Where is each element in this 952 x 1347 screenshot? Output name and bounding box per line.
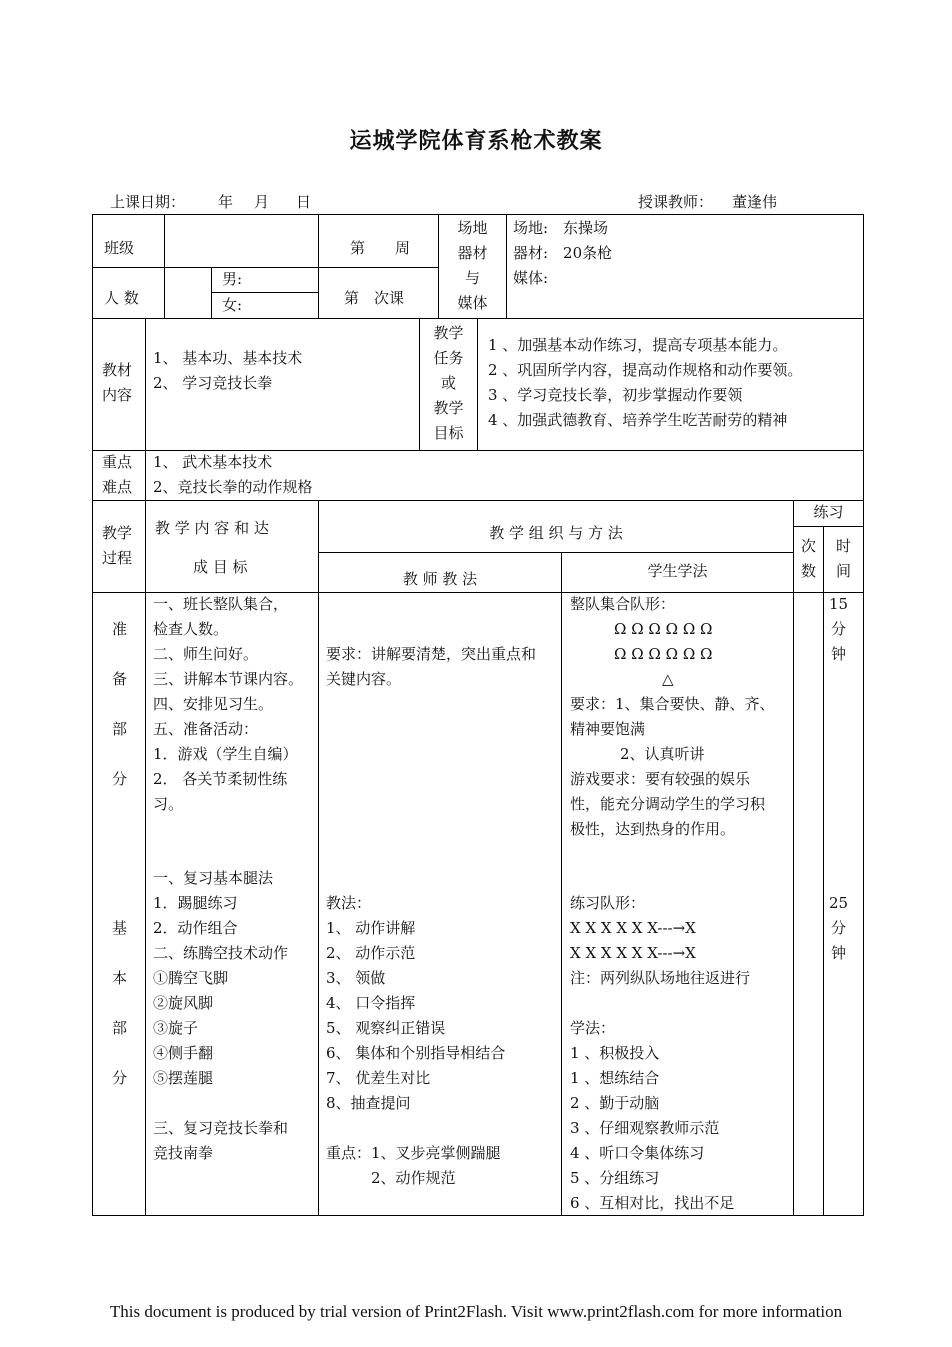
prep-student-1: 整队集合队形： bbox=[570, 595, 676, 613]
content-label-1: 教 学 内 容 和 达 bbox=[155, 519, 269, 537]
prep-time-1: 15 bbox=[828, 595, 849, 613]
day-label: 日 bbox=[296, 193, 312, 211]
class-label: 班级 bbox=[104, 239, 135, 257]
basic-teacher-3: 2、 动作示范 bbox=[326, 944, 416, 962]
female-label: 女: bbox=[222, 296, 243, 314]
prep-teacher-2: 关键内容。 bbox=[326, 670, 402, 688]
prep-content-3: 二、师生问好。 bbox=[153, 645, 259, 663]
basic-content-9: ⑤摆莲腿 bbox=[153, 1069, 214, 1087]
basic-time-1: 25 bbox=[828, 894, 849, 912]
prep-student-5: 要求：1、集合要快、静、齐、 bbox=[570, 695, 775, 713]
times-label-2: 数 bbox=[800, 562, 816, 580]
task-label-4: 教学 bbox=[433, 399, 464, 417]
month-label: 月 bbox=[254, 193, 270, 211]
org-label: 教 学 组 织 与 方 法 bbox=[489, 524, 623, 542]
prep-student-7: 2、认真听讲 bbox=[620, 745, 705, 763]
material-label-2: 内容 bbox=[102, 386, 133, 404]
teacher-method-label: 教 师 教 法 bbox=[402, 570, 478, 588]
prep-student-10: 极性，达到热身的作用。 bbox=[570, 820, 736, 838]
material-item-2: 2、 学习竞技长拳 bbox=[153, 374, 273, 392]
prep-teacher-1: 要求：讲解要清楚，突出重点和 bbox=[326, 645, 537, 663]
task-label-1: 教学 bbox=[433, 324, 464, 342]
basic-student-10: 3 、仔细观察教师示范 bbox=[570, 1119, 720, 1137]
prep-part-label-2: 备 bbox=[112, 670, 128, 688]
prep-content-9: 习。 bbox=[153, 795, 184, 813]
basic-content-12: 竞技南拳 bbox=[153, 1144, 214, 1162]
basic-teacher-9: 8、抽查提问 bbox=[326, 1094, 411, 1112]
prep-content-8: 2． 各关节柔韧性练 bbox=[153, 770, 288, 788]
prep-student-8: 游戏要求：要有较强的娱乐 bbox=[570, 770, 751, 788]
venue-label-3: 与 bbox=[464, 269, 480, 287]
year-label: 年 bbox=[218, 193, 234, 211]
key-label-1: 重点 bbox=[102, 453, 133, 471]
teacher-name: 董逢伟 bbox=[732, 193, 778, 211]
drill-formation-row-1: X X X X X X---→X bbox=[570, 919, 696, 937]
material-label-1: 教材 bbox=[102, 361, 133, 379]
basic-teacher-1: 教法： bbox=[326, 894, 372, 912]
basic-part-label-4: 分 bbox=[112, 1069, 128, 1087]
prep-content-5: 四、安排见习生。 bbox=[153, 695, 274, 713]
prep-part-label-1: 准 bbox=[112, 620, 128, 638]
basic-teacher-7: 6、 集体和个别指导相结合 bbox=[326, 1044, 506, 1062]
basic-teacher-4: 3、 领做 bbox=[326, 969, 386, 987]
venue-label-2: 器材 bbox=[457, 244, 488, 262]
key-item-2: 2、竞技长拳的动作规格 bbox=[153, 478, 313, 496]
process-label-1: 教学 bbox=[102, 524, 133, 542]
prep-content-6: 五、准备活动： bbox=[153, 720, 259, 738]
basic-content-7: ③旋子 bbox=[153, 1019, 199, 1037]
prep-student-9: 性，能充分调动学生的学习积 bbox=[570, 795, 766, 813]
basic-teacher-11: 重点：1、叉步亮掌侧踹腿 bbox=[326, 1144, 501, 1162]
basic-student-1: 练习队形： bbox=[570, 894, 646, 912]
times-label-1: 次 bbox=[800, 537, 816, 555]
basic-part-label-1: 基 bbox=[112, 919, 128, 937]
basic-content-1: 一、复习基本腿法 bbox=[153, 869, 274, 887]
prep-content-4: 三、讲解本节课内容。 bbox=[153, 670, 304, 688]
venue-label-4: 媒体 bbox=[457, 294, 488, 312]
basic-student-8: 1 、想练结合 bbox=[570, 1069, 660, 1087]
practice-label: 练习 bbox=[813, 503, 844, 521]
basic-teacher-5: 4、 口令指挥 bbox=[326, 994, 416, 1012]
date-label: 上课日期： bbox=[110, 193, 186, 211]
basic-content-5: ①腾空飞脚 bbox=[153, 969, 229, 987]
process-label-2: 过程 bbox=[102, 549, 133, 567]
equipment-value: 器材: 20条枪 bbox=[513, 244, 613, 262]
basic-content-4: 二、练腾空技术动作 bbox=[153, 944, 289, 962]
prep-part-label-4: 分 bbox=[112, 770, 128, 788]
basic-student-7: 1 、积极投入 bbox=[570, 1044, 660, 1062]
venue-label-1: 场地 bbox=[457, 219, 488, 237]
basic-content-11: 三、复习竞技长拳和 bbox=[153, 1119, 289, 1137]
media-value: 媒体: bbox=[513, 269, 549, 287]
page-title: 运城学院体育系枪术教案 bbox=[349, 128, 603, 154]
time-label-1: 时 bbox=[835, 537, 851, 555]
lesson-number-label: 第 次课 bbox=[344, 289, 405, 307]
trial-footer-notice: This document is produced by trial version of Print2Flash. Visit www.print2flash.com for more information bbox=[109, 1302, 843, 1321]
basic-student-6: 学法： bbox=[570, 1019, 616, 1037]
task-item-4: 4 、加强武德教育、培养学生吃苦耐劳的精神 bbox=[488, 411, 788, 429]
material-item-1: 1、 基本功、基本技术 bbox=[153, 349, 303, 367]
basic-teacher-8: 7、 优差生对比 bbox=[326, 1069, 431, 1087]
key-label-2: 难点 bbox=[102, 478, 133, 496]
basic-content-3: 2．动作组合 bbox=[153, 919, 238, 937]
key-item-1: 1、 武术基本技术 bbox=[153, 453, 273, 471]
task-label-5: 目标 bbox=[433, 424, 464, 442]
basic-student-12: 5 、分组练习 bbox=[570, 1169, 660, 1187]
formation-row-1: Ω Ω Ω Ω Ω Ω bbox=[614, 620, 713, 638]
basic-content-2: 1．踢腿练习 bbox=[153, 894, 238, 912]
prep-part-label-3: 部 bbox=[112, 720, 128, 738]
prep-time-2: 分 bbox=[830, 620, 846, 638]
prep-content-2: 检查人数。 bbox=[153, 620, 229, 638]
basic-student-11: 4 、听口令集体练习 bbox=[570, 1144, 705, 1162]
prep-content-1: 一、班长整队集合， bbox=[153, 595, 289, 613]
prep-student-6: 精神要饱满 bbox=[570, 720, 646, 738]
teacher-label: 授课教师： bbox=[638, 193, 714, 211]
content-label-2: 成 目 标 bbox=[193, 558, 248, 576]
basic-teacher-12: 2、动作规范 bbox=[326, 1169, 456, 1187]
week-label: 第 周 bbox=[350, 239, 411, 257]
basic-student-13: 6 、互相对比，找出不足 bbox=[570, 1194, 735, 1212]
prep-time-3: 钟 bbox=[830, 645, 846, 663]
time-label-2: 间 bbox=[835, 562, 851, 580]
basic-content-8: ④侧手翻 bbox=[153, 1044, 214, 1062]
task-item-1: 1 、加强基本动作练习，提高专项基本能力。 bbox=[488, 336, 788, 354]
formation-row-2: Ω Ω Ω Ω Ω Ω bbox=[614, 645, 713, 663]
basic-teacher-6: 5、 观察纠正错误 bbox=[326, 1019, 446, 1037]
basic-part-label-3: 部 bbox=[112, 1019, 128, 1037]
teacher-position-symbol: △ bbox=[662, 670, 674, 688]
people-label: 人 数 bbox=[104, 289, 139, 307]
student-method-label: 学生学法 bbox=[647, 562, 708, 580]
prep-content-7: 1．游戏（学生自编） bbox=[153, 745, 298, 763]
venue-value: 场地: 东操场 bbox=[513, 219, 609, 237]
basic-time-3: 钟 bbox=[830, 944, 846, 962]
task-item-2: 2 、巩固所学内容，提高动作规格和动作要领。 bbox=[488, 361, 803, 379]
task-item-3: 3 、学习竞技长拳，初步掌握动作要领 bbox=[488, 386, 743, 404]
basic-part-label-2: 本 bbox=[112, 969, 128, 987]
basic-student-4: 注：两列纵队场地往返进行 bbox=[570, 969, 751, 987]
male-label: 男: bbox=[222, 270, 243, 288]
task-label-3: 或 bbox=[440, 374, 456, 392]
basic-teacher-2: 1、 动作讲解 bbox=[326, 919, 416, 937]
task-label-2: 任务 bbox=[433, 349, 464, 367]
drill-formation-row-2: X X X X X X---→X bbox=[570, 944, 696, 962]
basic-content-6: ②旋风脚 bbox=[153, 994, 214, 1012]
basic-student-9: 2 、勤于动脑 bbox=[570, 1094, 660, 1112]
basic-time-2: 分 bbox=[830, 919, 846, 937]
